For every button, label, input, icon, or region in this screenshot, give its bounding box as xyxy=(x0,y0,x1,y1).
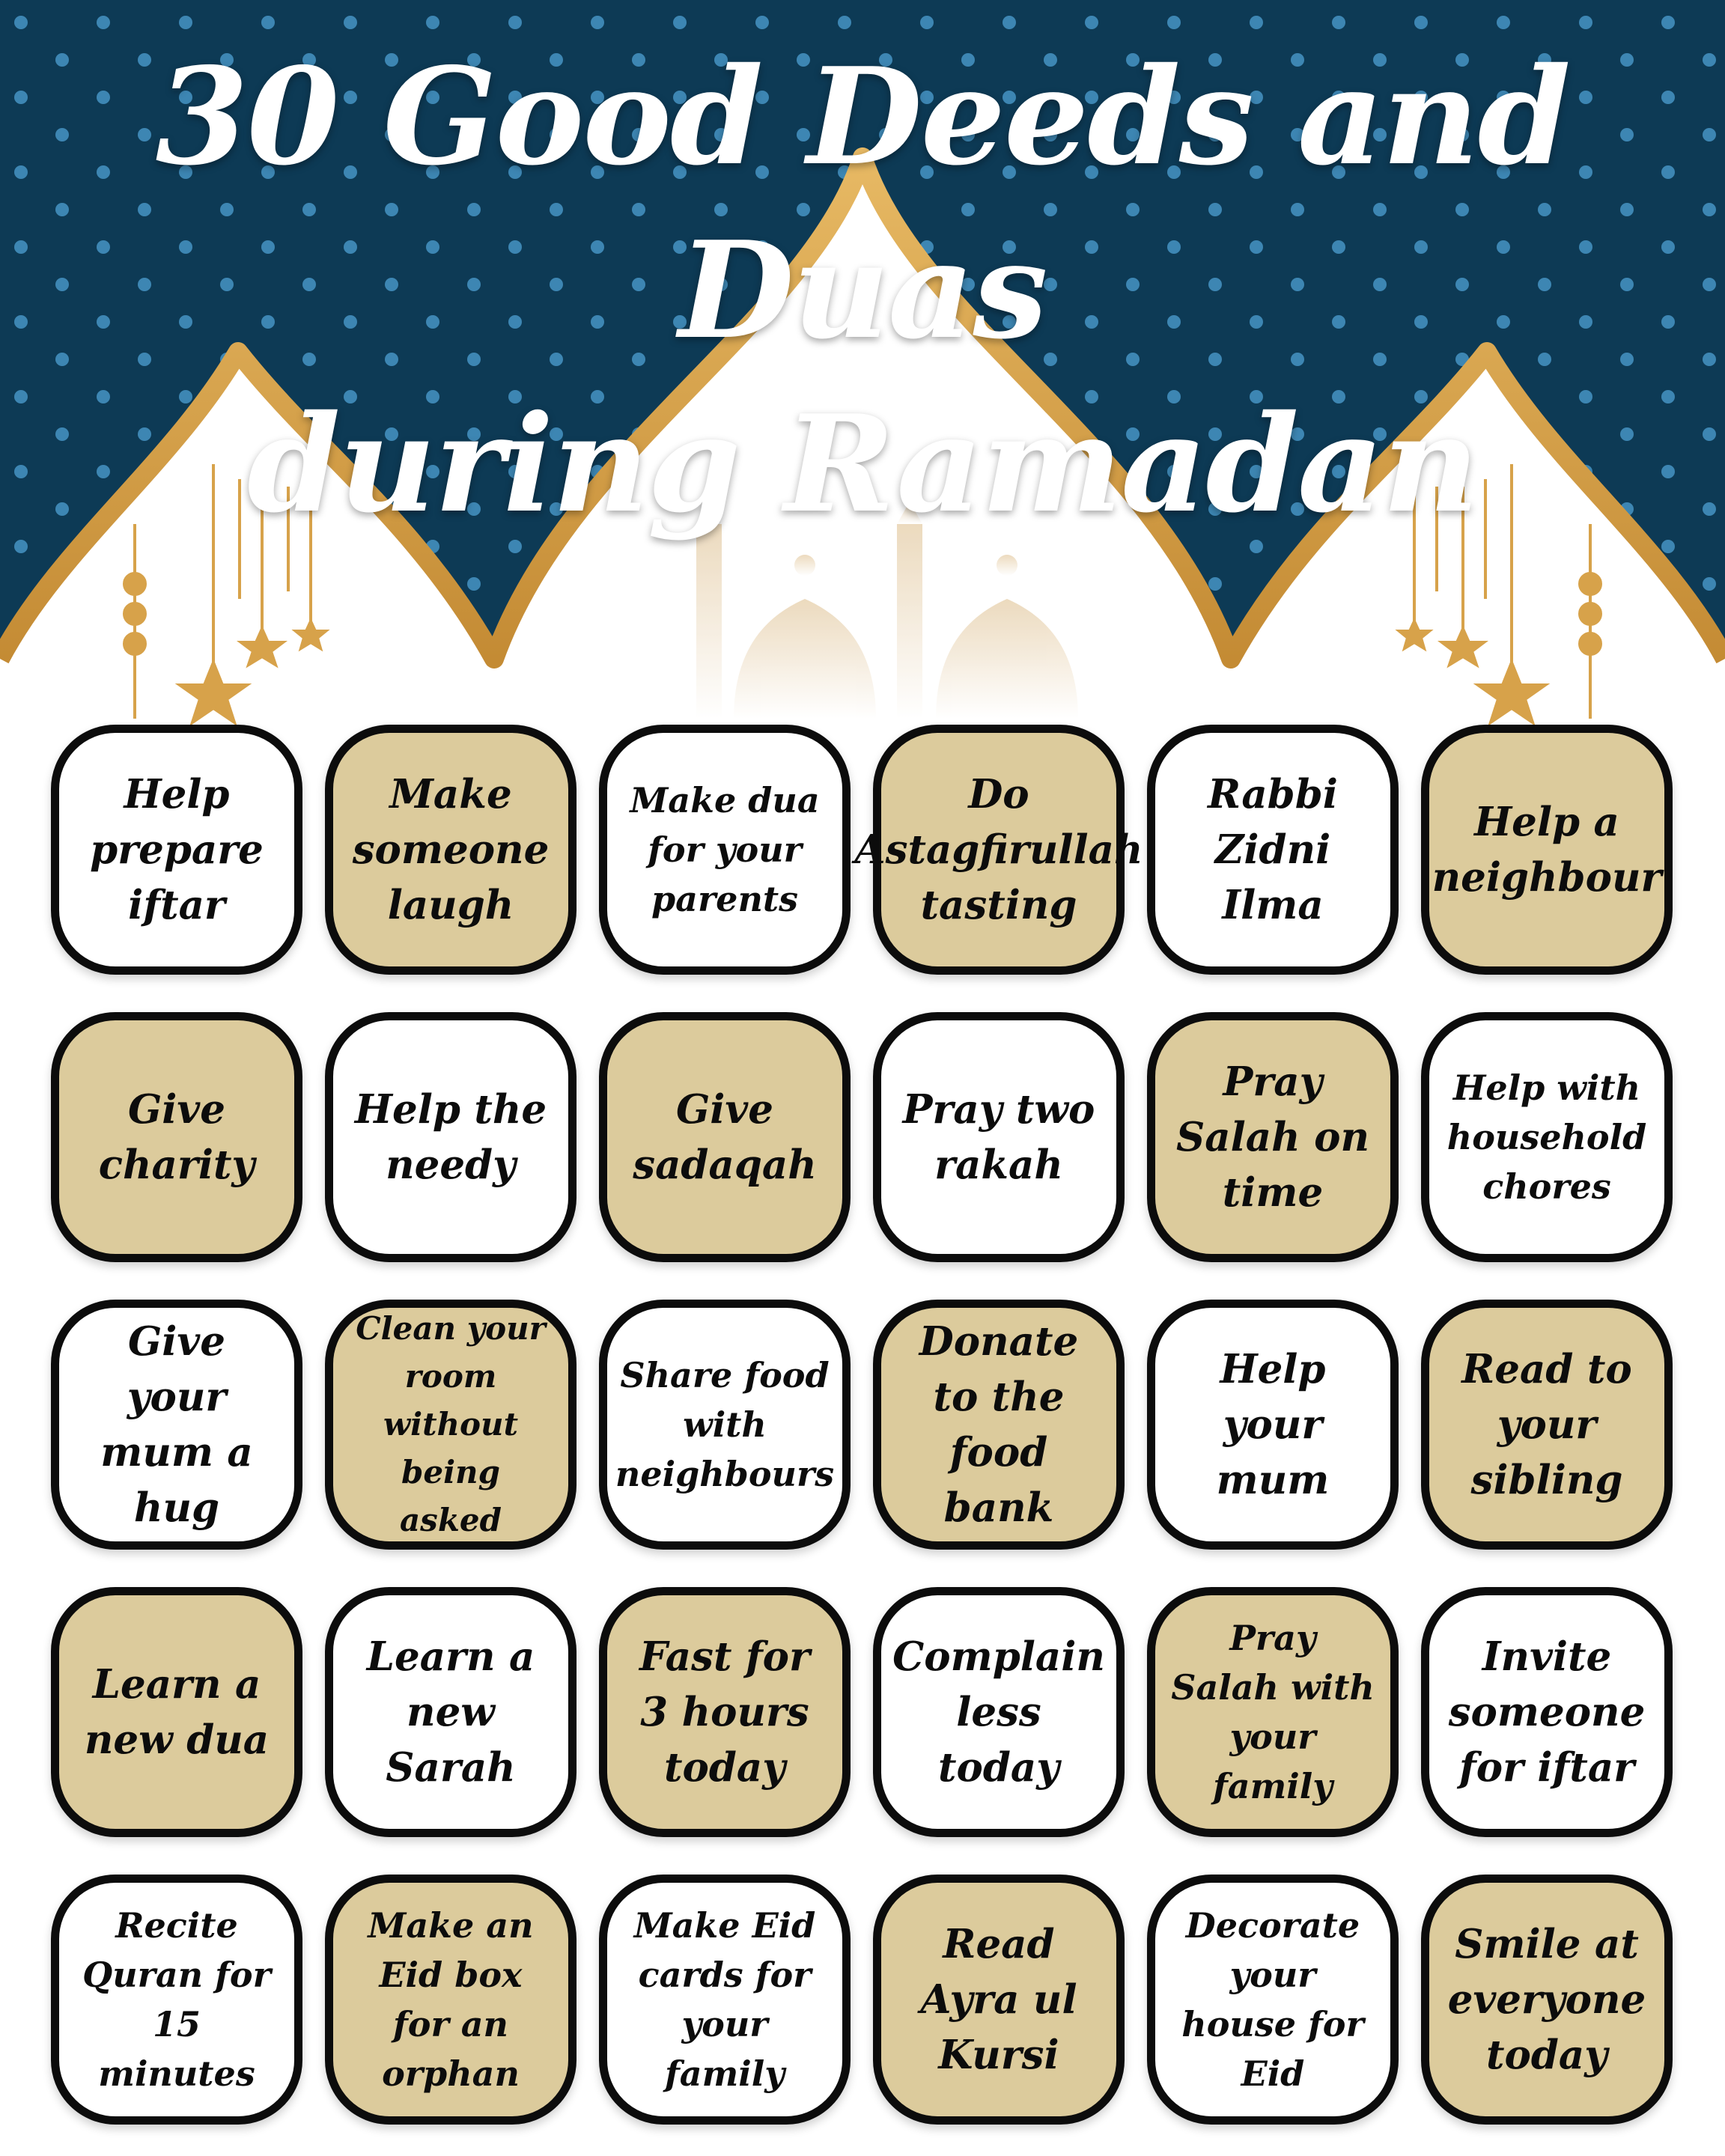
deed-card-29[interactable]: Decorate your house for Eid xyxy=(1147,1875,1399,2125)
deed-card-11[interactable]: Pray Salah on time xyxy=(1147,1012,1399,1262)
deed-card-3[interactable]: Make dua for your parents xyxy=(599,725,851,975)
deeds-grid xyxy=(51,725,1676,2117)
title-line-2: during Ramadan xyxy=(247,386,1478,542)
deed-card-2[interactable]: Make someone laugh xyxy=(325,725,576,975)
deed-card-8[interactable]: Help the needy xyxy=(325,1012,576,1262)
deed-card-1[interactable]: Help prepare iftar xyxy=(51,725,302,975)
deed-card-27[interactable]: Make Eid cards for your family xyxy=(599,1875,851,2125)
deed-card-5[interactable]: Rabbi Zidni Ilma xyxy=(1147,725,1399,975)
deed-card-26[interactable]: Make an Eid box for an orphan xyxy=(325,1875,576,2125)
deed-card-14[interactable]: Clean your room without being asked xyxy=(325,1300,576,1550)
deed-card-13[interactable]: Give your mum a hug xyxy=(51,1300,302,1550)
deed-card-21[interactable]: Fast for 3 hours today xyxy=(599,1587,851,1837)
deed-card-22[interactable]: Complain less today xyxy=(873,1587,1125,1837)
deed-card-20[interactable]: Learn a new Sarah xyxy=(325,1587,576,1837)
title-line-1: 30 Good Deeds and Duas xyxy=(155,38,1570,368)
deed-card-17[interactable]: Help your mum xyxy=(1147,1300,1399,1550)
deed-card-25[interactable]: Recite Quran for 15 minutes xyxy=(51,1875,302,2125)
deed-card-19[interactable]: Learn a new dua xyxy=(51,1587,302,1837)
deed-card-18[interactable]: Read to your sibling xyxy=(1421,1300,1673,1550)
deed-card-30[interactable]: Smile at everyone today xyxy=(1421,1875,1673,2125)
deed-card-15[interactable]: Share food with neighbours xyxy=(599,1300,851,1550)
deed-card-16[interactable]: Donate to the food bank xyxy=(873,1300,1125,1550)
deed-card-9[interactable]: Give sadaqah xyxy=(599,1012,851,1262)
deed-card-24[interactable]: Invite someone for iftar xyxy=(1421,1587,1673,1837)
deed-card-12[interactable]: Help with household chores xyxy=(1421,1012,1673,1262)
deed-card-6[interactable]: Help a neighbour xyxy=(1421,725,1673,975)
deed-card-4[interactable]: Do Astagfirullah tasting xyxy=(873,725,1125,975)
deed-card-7[interactable]: Give charity xyxy=(51,1012,302,1262)
deed-card-23[interactable]: Pray Salah with your family xyxy=(1147,1587,1399,1837)
deed-card-10[interactable]: Pray two rakah xyxy=(873,1012,1125,1262)
deed-card-28[interactable]: Read Ayra ul Kursi xyxy=(873,1875,1125,2125)
poster-title xyxy=(0,30,1725,551)
